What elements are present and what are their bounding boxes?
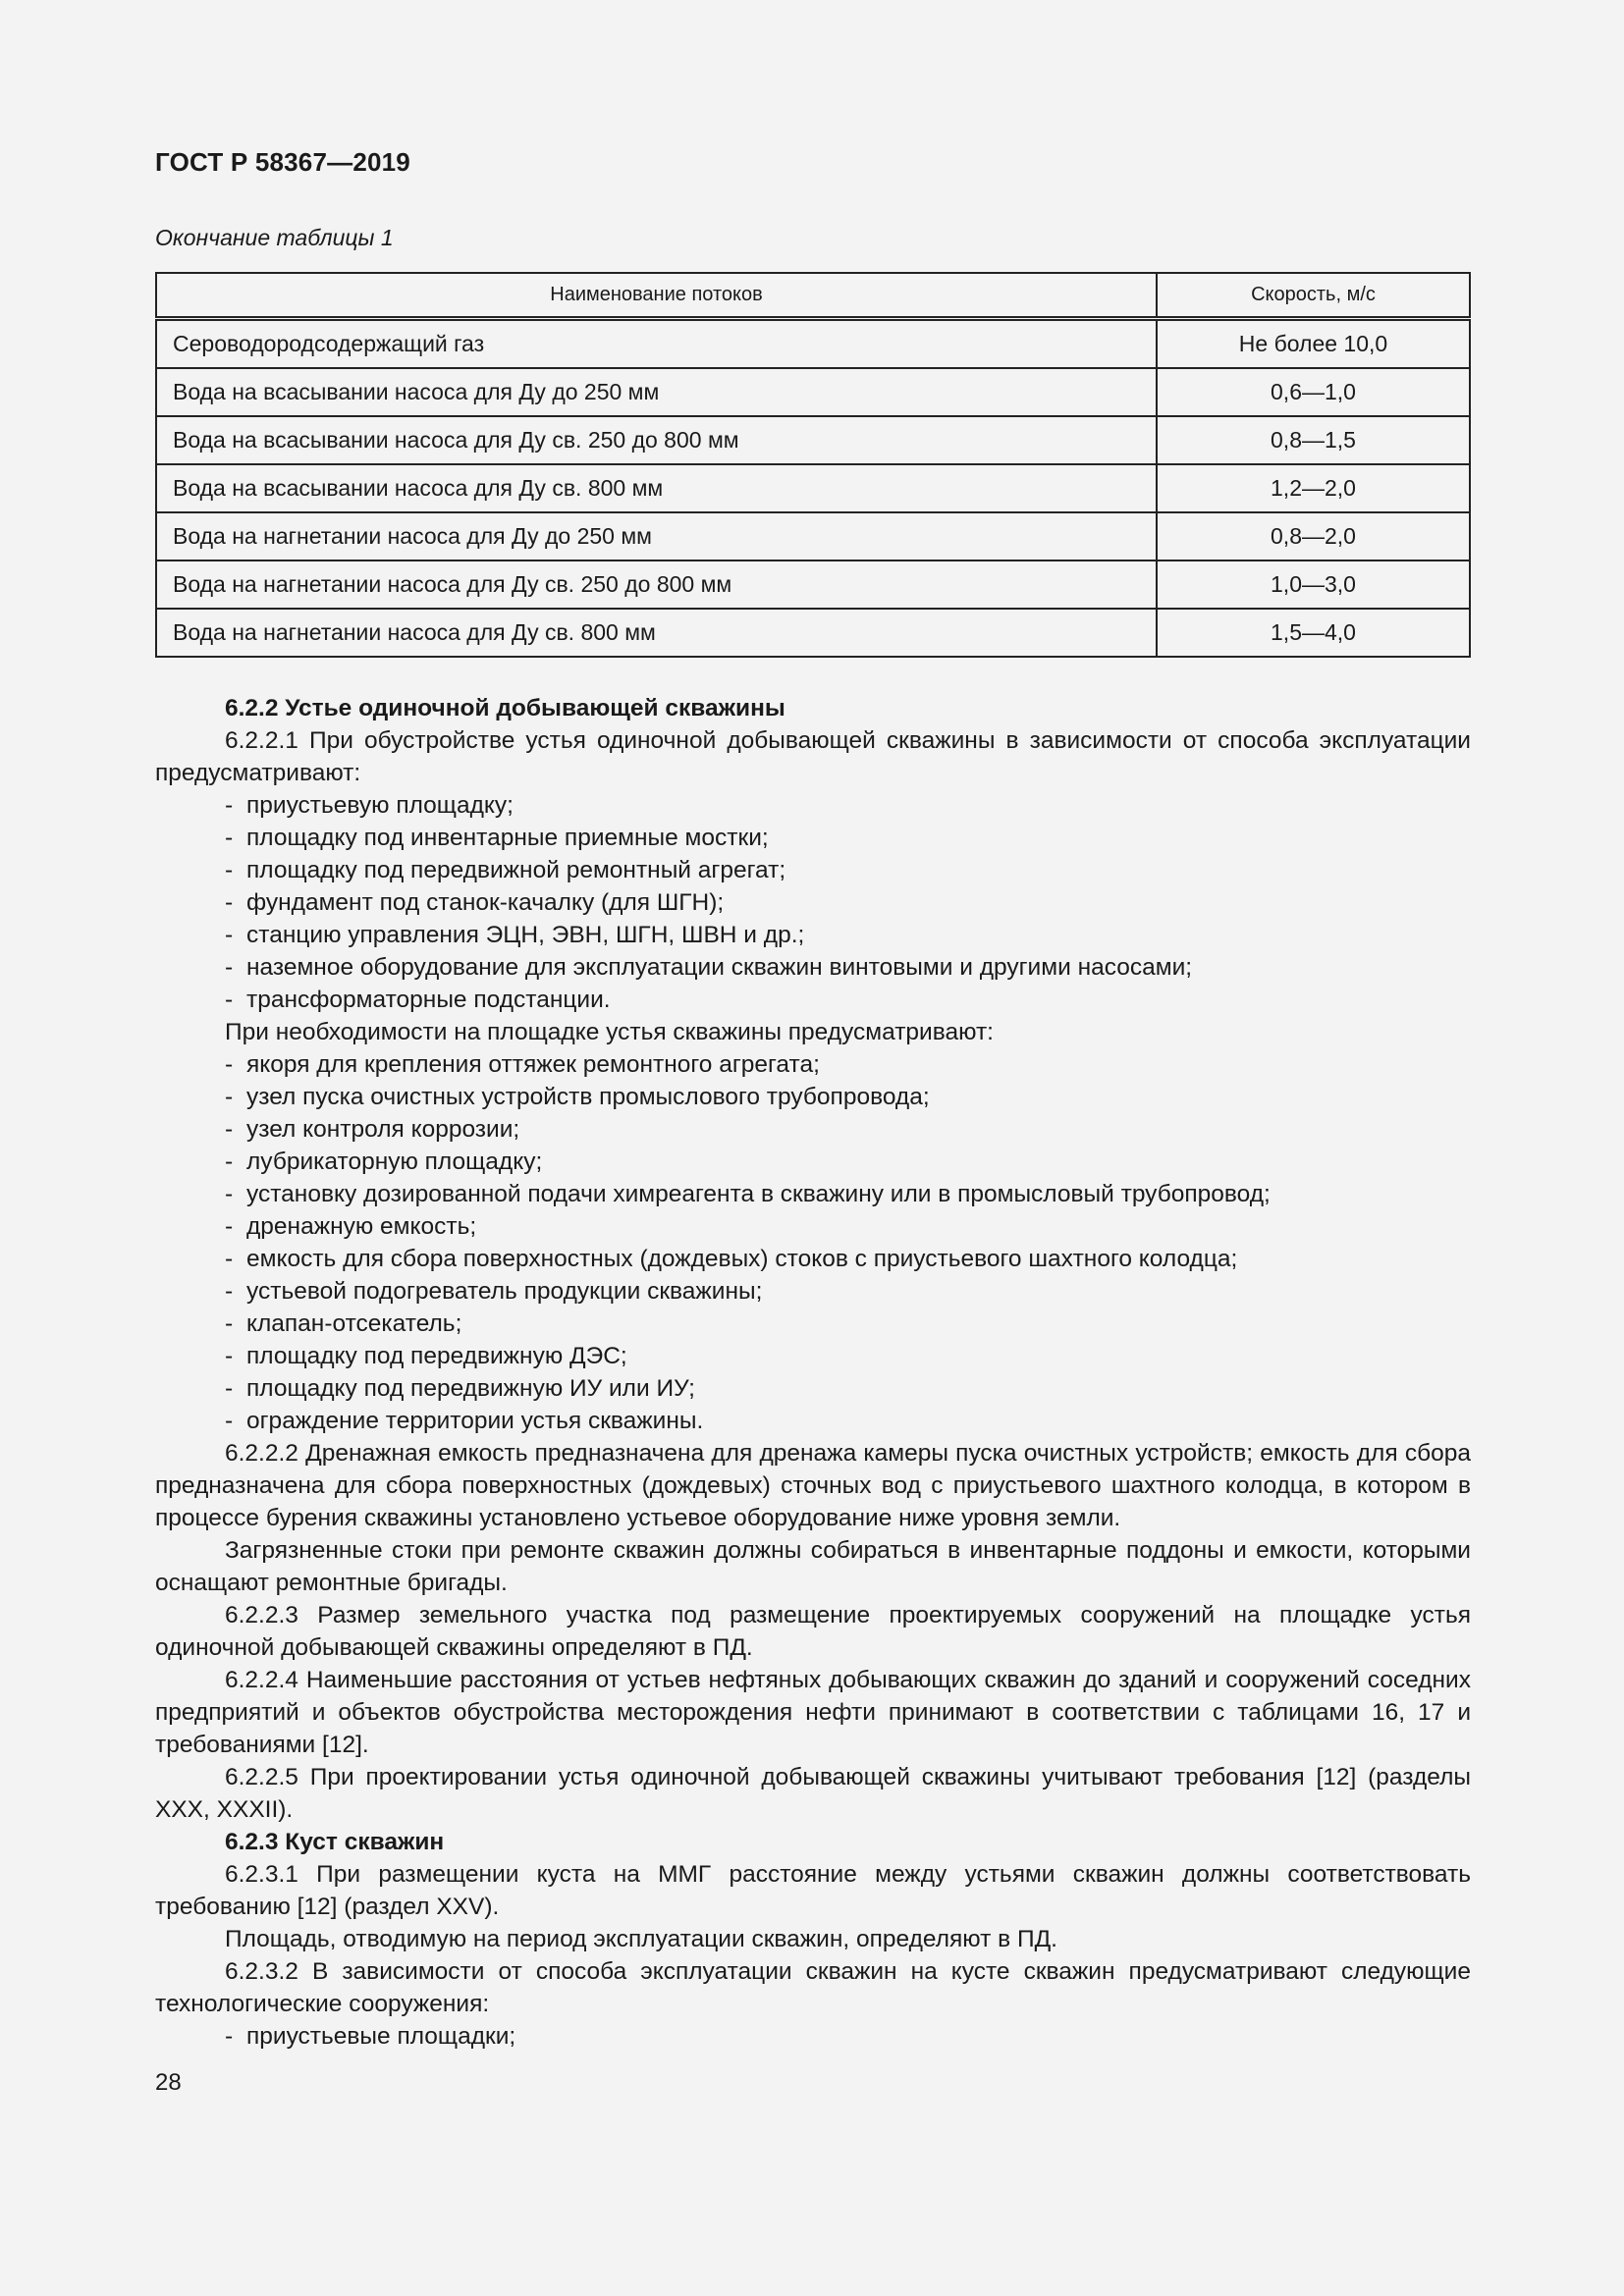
speed-cell: 1,2—2,0 xyxy=(1157,464,1470,512)
list-item xyxy=(155,1210,1471,1243)
table-row xyxy=(156,464,1470,512)
table-caption: Окончание таблицы 1 xyxy=(155,225,394,250)
body-text xyxy=(155,692,1471,2053)
list-marker: - xyxy=(225,1084,234,1110)
list-item xyxy=(155,1146,1471,1178)
list-item-text: приустьевую площадку; xyxy=(246,792,514,819)
list-item-text: дренажную емкость; xyxy=(246,1213,477,1240)
list-item-text: якоря для крепления оттяжек ремонтного агрегата; xyxy=(246,1051,820,1078)
flow-name-cell: Вода на всасывании насоса для Ду св. 800 мм xyxy=(156,464,1157,512)
list-marker: - xyxy=(225,1375,234,1402)
list-item-text: площадку под передвижную ДЭС; xyxy=(246,1343,627,1369)
list-item xyxy=(155,1372,1471,1405)
column-header-speed: Скорость, м/с xyxy=(1157,273,1470,319)
list-marker: - xyxy=(225,1246,234,1272)
flow-name-cell: Вода на всасывании насоса для Ду св. 250 до 800 мм xyxy=(156,416,1157,464)
list-item xyxy=(155,919,1471,951)
table-body xyxy=(156,319,1470,658)
column-header-name: Наименование потоков xyxy=(156,273,1157,319)
list-item xyxy=(155,984,1471,1016)
list-item-text: узел пуска очистных устройств промыслового трубопровода; xyxy=(246,1084,930,1110)
list-item-text: клапан-отсекатель; xyxy=(246,1310,462,1337)
paragraph: 6.2.2.2 Дренажная емкость предназначена для дренажа камеры пуска очистных устройств; емкость для сбора предназначена для сбора поверхностных (дождевых) сточных вод с приустьевого шахтного колодца, в котором в процессе бурения скважины установлено устьевое оборудование ниже уровня земли. xyxy=(155,1440,1471,1531)
list-item xyxy=(155,1308,1471,1340)
list-marker: - xyxy=(225,954,234,981)
table-row xyxy=(156,609,1470,657)
paragraph: При необходимости на площадке устья скважины предусматривают: xyxy=(225,1019,994,1045)
list-item xyxy=(155,1178,1471,1210)
list-item-text: устьевой подогреватель продукции скважины; xyxy=(246,1278,763,1305)
list-marker: - xyxy=(225,792,234,819)
paragraph: 6.2.2.5 При проектировании устья одиночной добывающей скважины учитывают требования [12] (разделы XXX, XXXII). xyxy=(155,1764,1471,1823)
list-item-text: наземное оборудование для эксплуатации скважин винтовыми и другими насосами; xyxy=(246,954,1193,981)
list-marker: - xyxy=(225,1408,234,1434)
flow-name-cell: Вода на нагнетании насоса для Ду св. 800 мм xyxy=(156,609,1157,657)
flow-name-cell: Сероводородсодержащий газ xyxy=(156,319,1157,369)
list-item xyxy=(155,1340,1471,1372)
list-item-text: емкость для сбора поверхностных (дождевых) стоков с приустьевого шахтного колодца; xyxy=(246,1246,1238,1272)
list-item-text: площадку под инвентарные приемные мостки; xyxy=(246,825,769,851)
list-marker: - xyxy=(225,1181,234,1207)
list-item xyxy=(155,1081,1471,1113)
flow-name-cell: Вода на нагнетании насоса для Ду св. 250 до 800 мм xyxy=(156,561,1157,609)
list-item xyxy=(155,822,1471,854)
list-marker: - xyxy=(225,1343,234,1369)
list-marker: - xyxy=(225,1116,234,1143)
list-item-text: приустьевые площадки; xyxy=(246,2023,516,2050)
table-row xyxy=(156,416,1470,464)
list-item-text: установку дозированной подачи химреагента в скважину или в промысловый трубопровод; xyxy=(246,1181,1271,1207)
list-item-text: лубрикаторную площадку; xyxy=(246,1148,543,1175)
paragraph: 6.2.2.3 Размер земельного участка под размещение проектируемых сооружений на площадке устья одиночной добывающей скважины определяют в ПД. xyxy=(155,1602,1471,1661)
list-item xyxy=(155,886,1471,919)
list-marker: - xyxy=(225,1051,234,1078)
list-item xyxy=(155,1048,1471,1081)
section-heading: 6.2.3 Куст скважин xyxy=(225,1829,445,1855)
speed-cell: 0,8—1,5 xyxy=(1157,416,1470,464)
flow-name-cell: Вода на всасывании насоса для Ду до 250 мм xyxy=(156,368,1157,416)
list-item-text: трансформаторные подстанции. xyxy=(246,987,611,1013)
list-item xyxy=(155,1113,1471,1146)
list-marker: - xyxy=(225,1148,234,1175)
list-item-text: ограждение территории устья скважины. xyxy=(246,1408,704,1434)
list-item-text: станцию управления ЭЦН, ЭВН, ШГН, ШВН и др.; xyxy=(246,922,805,948)
paragraph: 6.2.3.1 При размещении куста на ММГ расстояние между устьями скважин должны соответствовать требованию [12] (раздел XXV). xyxy=(155,1861,1471,1920)
paragraph: Загрязненные стоки при ремонте скважин должны собираться в инвентарные поддоны и емкости, которыми оснащают ремонтные бригады. xyxy=(155,1537,1471,1596)
list-item-text: площадку под передвижной ремонтный агрегат; xyxy=(246,857,786,883)
list-marker: - xyxy=(225,1278,234,1305)
list-marker: - xyxy=(225,1213,234,1240)
paragraph: 6.2.3.2 В зависимости от способа эксплуатации скважин на кусте скважин предусматривают следующие технологические сооружения: xyxy=(155,1958,1471,2017)
list-item xyxy=(155,951,1471,984)
section-heading: 6.2.2 Устье одиночной добывающей скважины xyxy=(225,695,785,721)
page-number: 28 xyxy=(155,2069,182,2096)
paragraph: 6.2.2.4 Наименьшие расстояния от устьев нефтяных добывающих скважин до зданий и сооружений соседних предприятий и объектов обустройства месторождения нефти принимают в соответствии с таблицами 16, 17 и требованиями [12]. xyxy=(155,1667,1471,1758)
list-item xyxy=(155,854,1471,886)
speed-cell: Не более 10,0 xyxy=(1157,319,1470,369)
list-marker: - xyxy=(225,987,234,1013)
flow-name-cell: Вода на нагнетании насоса для Ду до 250 мм xyxy=(156,512,1157,561)
list-item xyxy=(155,1243,1471,1275)
list-item xyxy=(155,2020,1471,2053)
speed-cell: 1,0—3,0 xyxy=(1157,561,1470,609)
list-item xyxy=(155,1405,1471,1437)
flow-velocity-table xyxy=(155,272,1471,658)
list-item-text: узел контроля коррозии; xyxy=(246,1116,520,1143)
list-marker: - xyxy=(225,889,234,916)
speed-cell: 1,5—4,0 xyxy=(1157,609,1470,657)
table-header-row xyxy=(156,273,1470,319)
list-item-text: фундамент под станок-качалку (для ШГН); xyxy=(246,889,725,916)
speed-cell: 0,8—2,0 xyxy=(1157,512,1470,561)
table-row xyxy=(156,512,1470,561)
list-marker: - xyxy=(225,1310,234,1337)
table-row xyxy=(156,319,1470,369)
list-marker: - xyxy=(225,857,234,883)
list-item-text: площадку под передвижную ИУ или ИУ; xyxy=(246,1375,695,1402)
list-item xyxy=(155,789,1471,822)
paragraph: Площадь, отводимую на период эксплуатации скважин, определяют в ПД. xyxy=(225,1926,1057,1952)
table-row xyxy=(156,368,1470,416)
list-marker: - xyxy=(225,2023,234,2050)
list-marker: - xyxy=(225,922,234,948)
document-code: ГОСТ Р 58367—2019 xyxy=(155,147,410,177)
speed-cell: 0,6—1,0 xyxy=(1157,368,1470,416)
table-row xyxy=(156,561,1470,609)
paragraph: 6.2.2.1 При обустройстве устья одиночной добывающей скважины в зависимости от способа эксплуатации предусматривают: xyxy=(155,727,1471,786)
list-item xyxy=(155,1275,1471,1308)
list-marker: - xyxy=(225,825,234,851)
